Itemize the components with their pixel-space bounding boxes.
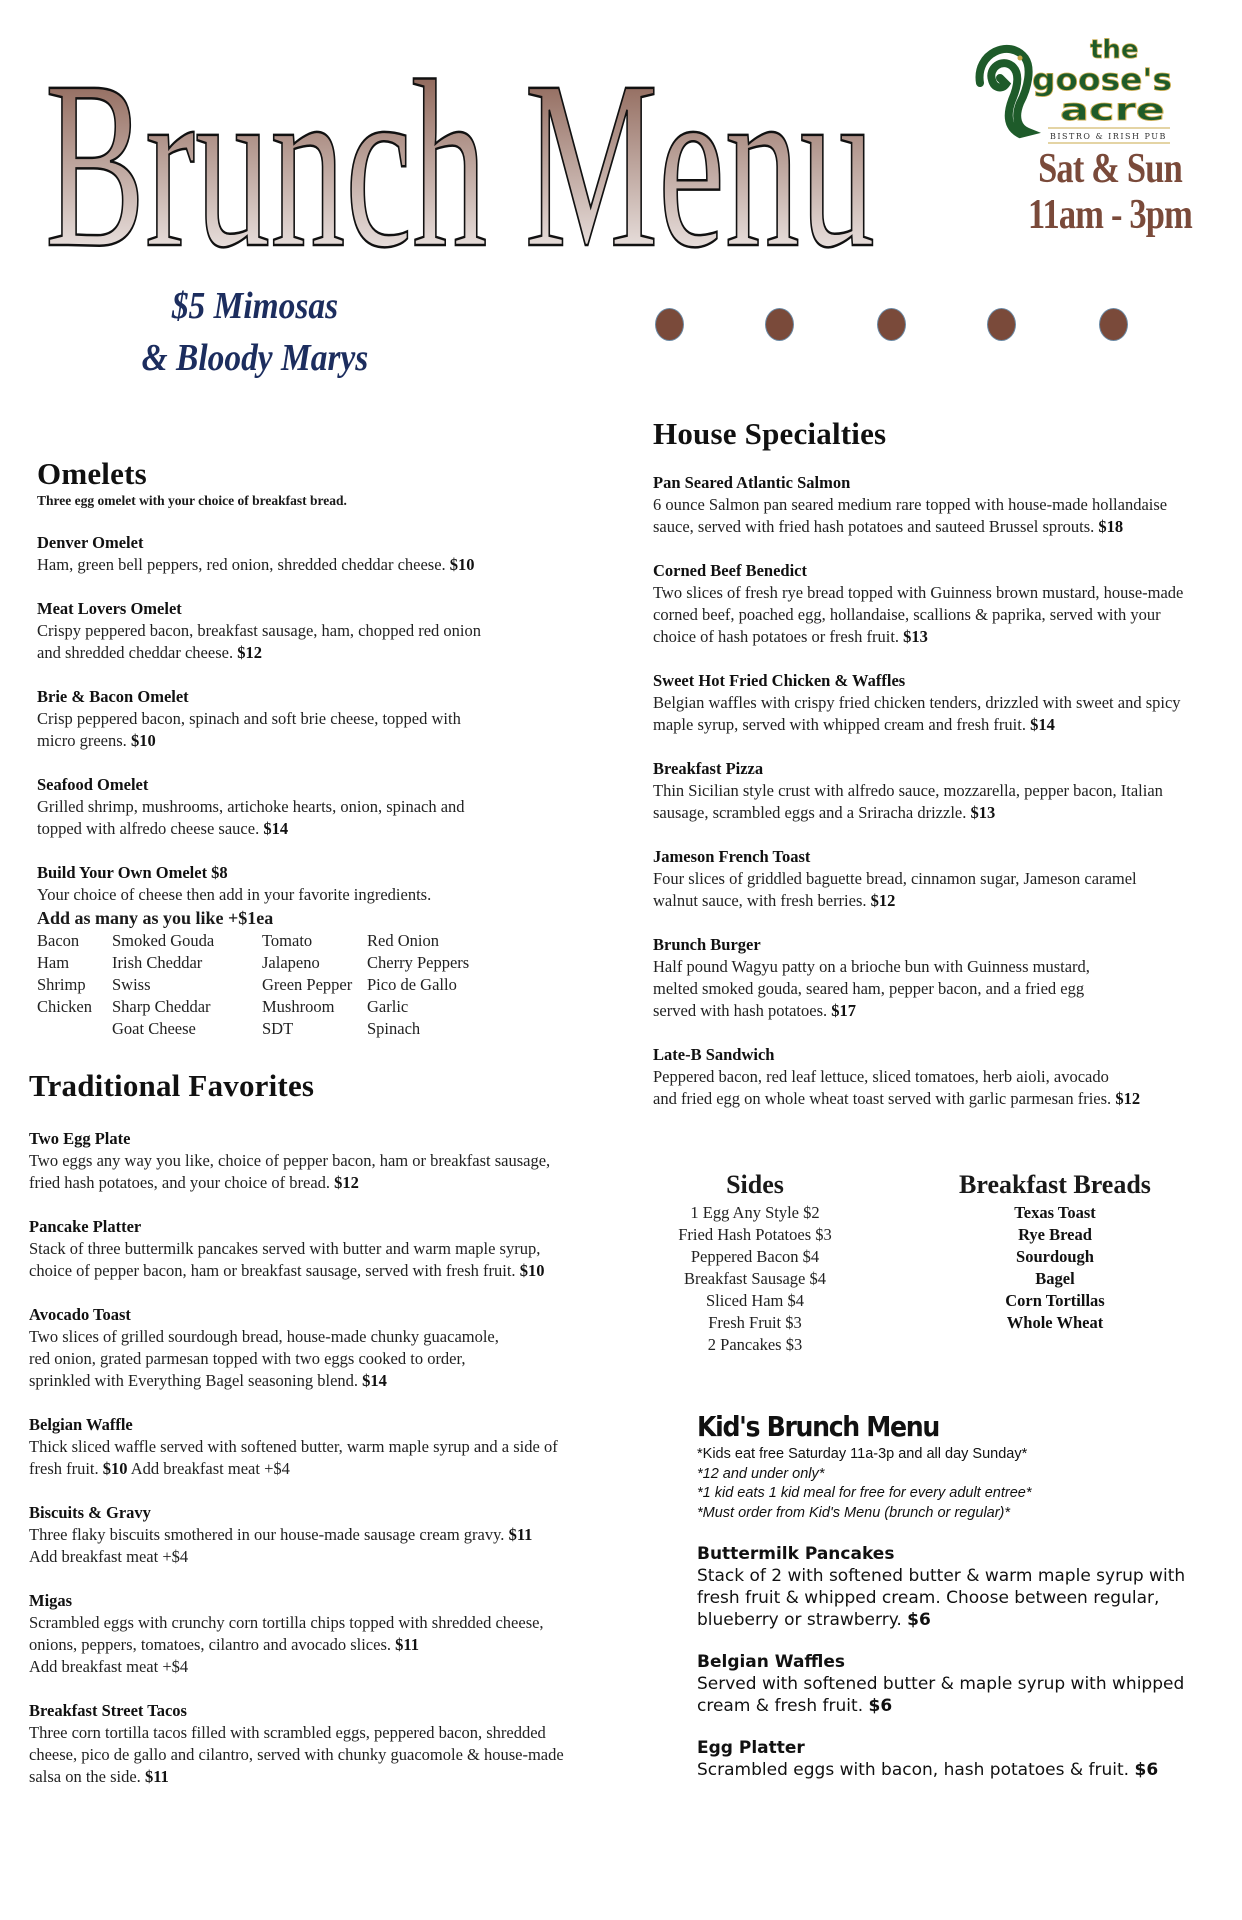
addon-option: Red Onion bbox=[367, 931, 439, 950]
item-name: Seafood Omelet bbox=[37, 775, 149, 794]
item-desc-text: Served with softened butter & maple syrup with whipped cream & fresh fruit. bbox=[697, 1674, 1185, 1716]
addon-option: Shrimp bbox=[37, 975, 86, 994]
item-description bbox=[653, 868, 1233, 912]
item-description bbox=[697, 1565, 1237, 1631]
item-price: $11 bbox=[508, 1525, 533, 1544]
goose-acre-logo bbox=[970, 28, 1180, 148]
item-desc-text: 6 ounce Salmon pan seared medium rare topped with house-made hollandaise sauce, served with fried hash potatoes and sauteed Brussel sprouts. bbox=[653, 495, 1168, 536]
title-text: Brunch Menu bbox=[45, 40, 875, 260]
sides-heading: Sides bbox=[726, 1170, 784, 1199]
item-price: $10 bbox=[519, 1261, 545, 1280]
addon-option: Jalapeno bbox=[262, 953, 320, 972]
item-desc-text: Two slices of fresh rye bread topped with Guinness brown mustard, house-made corned beef, poached egg, hollandaise, scallions & paprika, served with your choice of hash potatoes or fresh fruit. bbox=[653, 583, 1184, 646]
menu-item bbox=[653, 846, 1233, 912]
item-price: $10 bbox=[102, 1459, 128, 1478]
item-desc-text: Three corn tortilla tacos filled with scrambled eggs, peppered bacon, shredded cheese, pico de gallo and cilantro, served with chunky guacomole & house-made salsa on the side. bbox=[29, 1723, 564, 1786]
sides-section bbox=[660, 1168, 850, 1356]
item-description bbox=[37, 554, 597, 576]
item-price: $10 bbox=[449, 555, 475, 574]
item-price: $14 bbox=[263, 819, 289, 838]
item-desc-text: Crispy peppered bacon, breakfast sausage, ham, chopped red onion and shredded cheddar cheese. bbox=[37, 621, 481, 662]
addon-option: Bacon bbox=[37, 931, 80, 950]
breads-heading: Breakfast Breads bbox=[959, 1170, 1151, 1199]
addon-option: Sharp Cheddar bbox=[112, 997, 211, 1016]
bread-item: Texas Toast bbox=[1014, 1203, 1096, 1222]
item-price: $10 bbox=[130, 731, 156, 750]
addon-option: Pico de Gallo bbox=[367, 975, 457, 994]
item-extra: Add breakfast meat +$4 bbox=[29, 1657, 189, 1676]
item-price: $17 bbox=[831, 1001, 857, 1020]
breads-section bbox=[935, 1168, 1175, 1334]
menu-item bbox=[29, 1502, 609, 1568]
brunch-hours bbox=[1010, 146, 1210, 238]
kids-note: *12 and under only* bbox=[697, 1465, 825, 1482]
item-name: Meat Lovers Omelet bbox=[37, 599, 182, 618]
item-description bbox=[29, 1722, 609, 1788]
item-price: $6 bbox=[868, 1696, 893, 1716]
item-description bbox=[697, 1759, 1237, 1781]
addon-option: Green Pepper bbox=[262, 975, 353, 994]
menu-item bbox=[29, 1304, 609, 1392]
item-description bbox=[29, 1524, 609, 1568]
menu-item bbox=[697, 1651, 1237, 1717]
item-desc-text: Stack of 2 with softened butter & warm maple syrup with fresh fruit & whipped cream. Choose between regular, blueberry or strawberry. bbox=[697, 1566, 1186, 1630]
item-desc-text: Thin Sicilian style crust with alfredo sauce, mozzarella, pepper bacon, Italian sausage, scrambled eggs and a Sriracha drizzle. bbox=[653, 781, 1163, 822]
menu-item bbox=[29, 1590, 609, 1678]
item-name: Breakfast Street Tacos bbox=[29, 1701, 187, 1720]
addon-option: Mushroom bbox=[262, 997, 335, 1016]
item-description bbox=[653, 780, 1233, 824]
item-name: Egg Platter bbox=[697, 1738, 805, 1758]
item-name: Late-B Sandwich bbox=[653, 1045, 775, 1064]
house-heading: House Specialties bbox=[653, 416, 887, 451]
decorative-dot bbox=[877, 308, 906, 341]
menu-item bbox=[697, 1543, 1237, 1631]
item-desc-text: Ham, green bell peppers, red onion, shredded cheddar cheese. bbox=[37, 555, 446, 574]
bread-item: Whole Wheat bbox=[1006, 1313, 1104, 1332]
side-item: Sliced Ham $4 bbox=[705, 1291, 805, 1310]
item-name: Biscuits & Gravy bbox=[29, 1503, 151, 1522]
side-item: Peppered Bacon $4 bbox=[690, 1247, 820, 1266]
item-name: Belgian Waffles bbox=[697, 1652, 846, 1672]
menu-item bbox=[653, 670, 1233, 736]
side-item: Fried Hash Potatoes $3 bbox=[678, 1225, 832, 1244]
addon-option: Chicken bbox=[37, 997, 92, 1016]
menu-item bbox=[37, 532, 597, 576]
decorative-dot bbox=[987, 308, 1016, 341]
promo-line-1: $5 Mimosas bbox=[171, 285, 339, 327]
drink-promo bbox=[90, 280, 420, 384]
side-item: Fresh Fruit $3 bbox=[708, 1313, 802, 1332]
item-desc-text: Peppered bacon, red leaf lettuce, sliced tomatoes, herb aioli, avocado and fried egg on whole wheat toast served with garlic parmesan fries. bbox=[653, 1067, 1112, 1108]
traditional-section bbox=[29, 1068, 609, 1810]
item-name: Brie & Bacon Omelet bbox=[37, 687, 189, 706]
item-name: Buttermilk Pancakes bbox=[697, 1544, 895, 1564]
days-label: Sat & Sun bbox=[1038, 146, 1182, 192]
item-description bbox=[37, 796, 597, 840]
item-description bbox=[29, 1326, 609, 1392]
addon-option: Cherry Peppers bbox=[367, 953, 470, 972]
item-name: Migas bbox=[29, 1591, 73, 1610]
kids-section bbox=[697, 1410, 1237, 1801]
svg-text:goose's: goose's bbox=[1032, 63, 1172, 98]
item-desc-text: Thick sliced waffle served with softened butter, warm maple syrup and a side of fresh fruit. bbox=[29, 1437, 558, 1478]
decorative-dot bbox=[655, 308, 684, 341]
item-description bbox=[29, 1238, 609, 1282]
item-name: Two Egg Plate bbox=[29, 1129, 131, 1148]
item-desc-text: Four slices of griddled baguette bread, cinnamon sugar, Jameson caramel walnut sauce, with fresh berries. bbox=[653, 869, 1137, 910]
bread-item: Corn Tortillas bbox=[1005, 1291, 1105, 1310]
bread-item: Sourdough bbox=[1016, 1247, 1094, 1266]
menu-item bbox=[37, 686, 597, 752]
item-price: $12 bbox=[237, 643, 262, 662]
item-price: $12 bbox=[334, 1173, 359, 1192]
omelets-note: Three egg omelet with your choice of breakfast bread. bbox=[37, 493, 347, 508]
item-description bbox=[37, 708, 597, 752]
item-description bbox=[697, 1673, 1237, 1717]
item-desc-text: Two eggs any way you like, choice of pepper bacon, ham or breakfast sausage, fried hash potatoes, and your choice of bread. bbox=[29, 1151, 551, 1192]
menu-item bbox=[29, 1128, 609, 1194]
item-name: Avocado Toast bbox=[29, 1305, 131, 1324]
menu-item bbox=[653, 472, 1233, 538]
menu-item bbox=[653, 560, 1233, 648]
svg-text:acre: acre bbox=[1060, 93, 1165, 128]
item-desc-text: Half pound Wagyu patty on a brioche bun with Guinness mustard, melted smoked gouda, seared ham, pepper bacon, and a fried egg served with hash potatoes. bbox=[653, 957, 1090, 1020]
kids-note: *Must order from Kid's Menu (brunch or regular)* bbox=[697, 1504, 1011, 1521]
menu-item bbox=[697, 1737, 1237, 1781]
item-desc-text: Grilled shrimp, mushrooms, artichoke hearts, onion, spinach and topped with alfredo cheese sauce. bbox=[37, 797, 465, 838]
item-description bbox=[29, 1612, 609, 1678]
item-price: $18 bbox=[1098, 517, 1124, 536]
addon-option: Goat Cheese bbox=[112, 1019, 196, 1038]
addon-option bbox=[37, 1018, 112, 1040]
item-desc-text: Two slices of grilled sourdough bread, house-made chunky guacamole, red onion, grated parmesan topped with two eggs cooked to order, sprinkled with Everything Bagel seasoning blend. bbox=[29, 1327, 499, 1390]
addon-option: Garlic bbox=[367, 997, 409, 1016]
menu-item bbox=[653, 1044, 1233, 1110]
item-description bbox=[653, 582, 1233, 648]
addon-option: SDT bbox=[262, 1019, 294, 1038]
kids-heading: Kid's Brunch Menu bbox=[697, 1410, 939, 1443]
item-name: Pan Seared Atlantic Salmon bbox=[653, 473, 851, 492]
omelets-section bbox=[37, 456, 597, 1040]
hours-label: 11am - 3pm bbox=[1028, 192, 1192, 238]
item-description bbox=[653, 1066, 1233, 1110]
item-price: $14 bbox=[362, 1371, 387, 1390]
addon-option: Smoked Gouda bbox=[112, 931, 215, 950]
addon-option: Irish Cheddar bbox=[112, 953, 203, 972]
item-name: Corned Beef Benedict bbox=[653, 561, 807, 580]
traditional-heading: Traditional Favorites bbox=[29, 1068, 315, 1103]
kids-note: *1 kid eats 1 kid meal for free for every adult entree* bbox=[697, 1485, 1032, 1501]
item-price: $13 bbox=[903, 627, 928, 646]
item-name: Belgian Waffle bbox=[29, 1415, 133, 1434]
item-price: $6 bbox=[1134, 1760, 1159, 1780]
menu-item bbox=[29, 1414, 609, 1480]
item-description bbox=[37, 620, 597, 664]
menu-item bbox=[29, 1700, 609, 1788]
house-specialties-section bbox=[653, 416, 1233, 1132]
item-name: Pancake Platter bbox=[29, 1217, 142, 1236]
item-desc-text: Belgian waffles with crispy fried chicken tenders, drizzled with sweet and spicy maple syrup, served with whipped cream and fresh fruit. bbox=[653, 693, 1181, 734]
item-price: $13 bbox=[970, 803, 996, 822]
bread-item: Rye Bread bbox=[1018, 1225, 1092, 1244]
promo-line-2: & Bloody Marys bbox=[141, 337, 369, 379]
addon-option: Tomato bbox=[262, 931, 313, 950]
kids-note: *Kids eat free Saturday 11a-3p and all day Sunday* bbox=[697, 1446, 1028, 1462]
side-item: 2 Pancakes $3 bbox=[707, 1335, 803, 1354]
item-description bbox=[653, 494, 1233, 538]
bread-item: Bagel bbox=[1035, 1269, 1075, 1288]
menu-item bbox=[37, 598, 597, 664]
item-extra: Add breakfast meat +$4 bbox=[29, 1547, 189, 1566]
goose-logo-icon bbox=[970, 28, 1180, 148]
svg-text:the: the bbox=[1090, 35, 1139, 65]
item-price: $12 bbox=[1115, 1089, 1141, 1108]
item-name: Jameson French Toast bbox=[653, 847, 811, 866]
item-desc-text: Stack of three buttermilk pancakes served with butter and warm maple syrup, choice of pepper bacon, ham or breakfast sausage, served with fresh fruit. bbox=[29, 1239, 541, 1280]
item-description bbox=[29, 1436, 609, 1480]
omelets-heading: Omelets bbox=[37, 456, 147, 491]
item-name: Sweet Hot Fried Chicken & Waffles bbox=[653, 671, 906, 690]
side-item: Breakfast Sausage $4 bbox=[683, 1269, 827, 1288]
item-price: $12 bbox=[870, 891, 896, 910]
decorative-dot bbox=[1099, 308, 1128, 341]
item-price: $11 bbox=[144, 1767, 169, 1786]
item-name: Breakfast Pizza bbox=[653, 759, 764, 778]
menu-item bbox=[653, 934, 1233, 1022]
item-name: Denver Omelet bbox=[37, 533, 144, 552]
item-price: $6 bbox=[907, 1610, 931, 1630]
item-extra: Add breakfast meat +$4 bbox=[130, 1459, 290, 1478]
build-omelet-name: Build Your Own Omelet $8 bbox=[37, 863, 228, 882]
addon-option: Spinach bbox=[367, 1019, 421, 1038]
svg-text:BISTRO & IRISH PUB: BISTRO & IRISH PUB bbox=[1050, 132, 1167, 141]
addon-option: Ham bbox=[37, 953, 70, 972]
item-description bbox=[653, 692, 1233, 736]
item-price: $11 bbox=[395, 1635, 419, 1654]
build-omelet-desc: Your choice of cheese then add in your favorite ingredients. bbox=[37, 885, 432, 904]
menu-item bbox=[29, 1216, 609, 1282]
menu-item bbox=[37, 774, 597, 840]
brunch-menu-title bbox=[40, 40, 880, 260]
addon-option: Swiss bbox=[112, 975, 151, 994]
addons-title: Add as many as you like +$1ea bbox=[37, 908, 274, 928]
side-item: 1 Egg Any Style $2 bbox=[690, 1203, 820, 1222]
item-name: Brunch Burger bbox=[653, 935, 761, 954]
item-desc-text: Scrambled eggs with bacon, hash potatoes & fruit. bbox=[697, 1760, 1135, 1780]
item-desc-text: Scrambled eggs with crunchy corn tortilla chips topped with shredded cheese, onions, peppers, tomatoes, cilantro and avocado slices. bbox=[29, 1613, 544, 1654]
item-description bbox=[653, 956, 1233, 1022]
addons-grid bbox=[37, 930, 597, 1040]
item-price: $14 bbox=[1030, 715, 1055, 734]
item-description bbox=[29, 1150, 609, 1194]
item-desc-text: Crisp peppered bacon, spinach and soft brie cheese, topped with micro greens. bbox=[37, 709, 461, 750]
decorative-dot bbox=[765, 308, 794, 341]
menu-item bbox=[653, 758, 1233, 824]
item-desc-text: Three flaky biscuits smothered in our house-made sausage cream gravy. bbox=[29, 1525, 505, 1544]
